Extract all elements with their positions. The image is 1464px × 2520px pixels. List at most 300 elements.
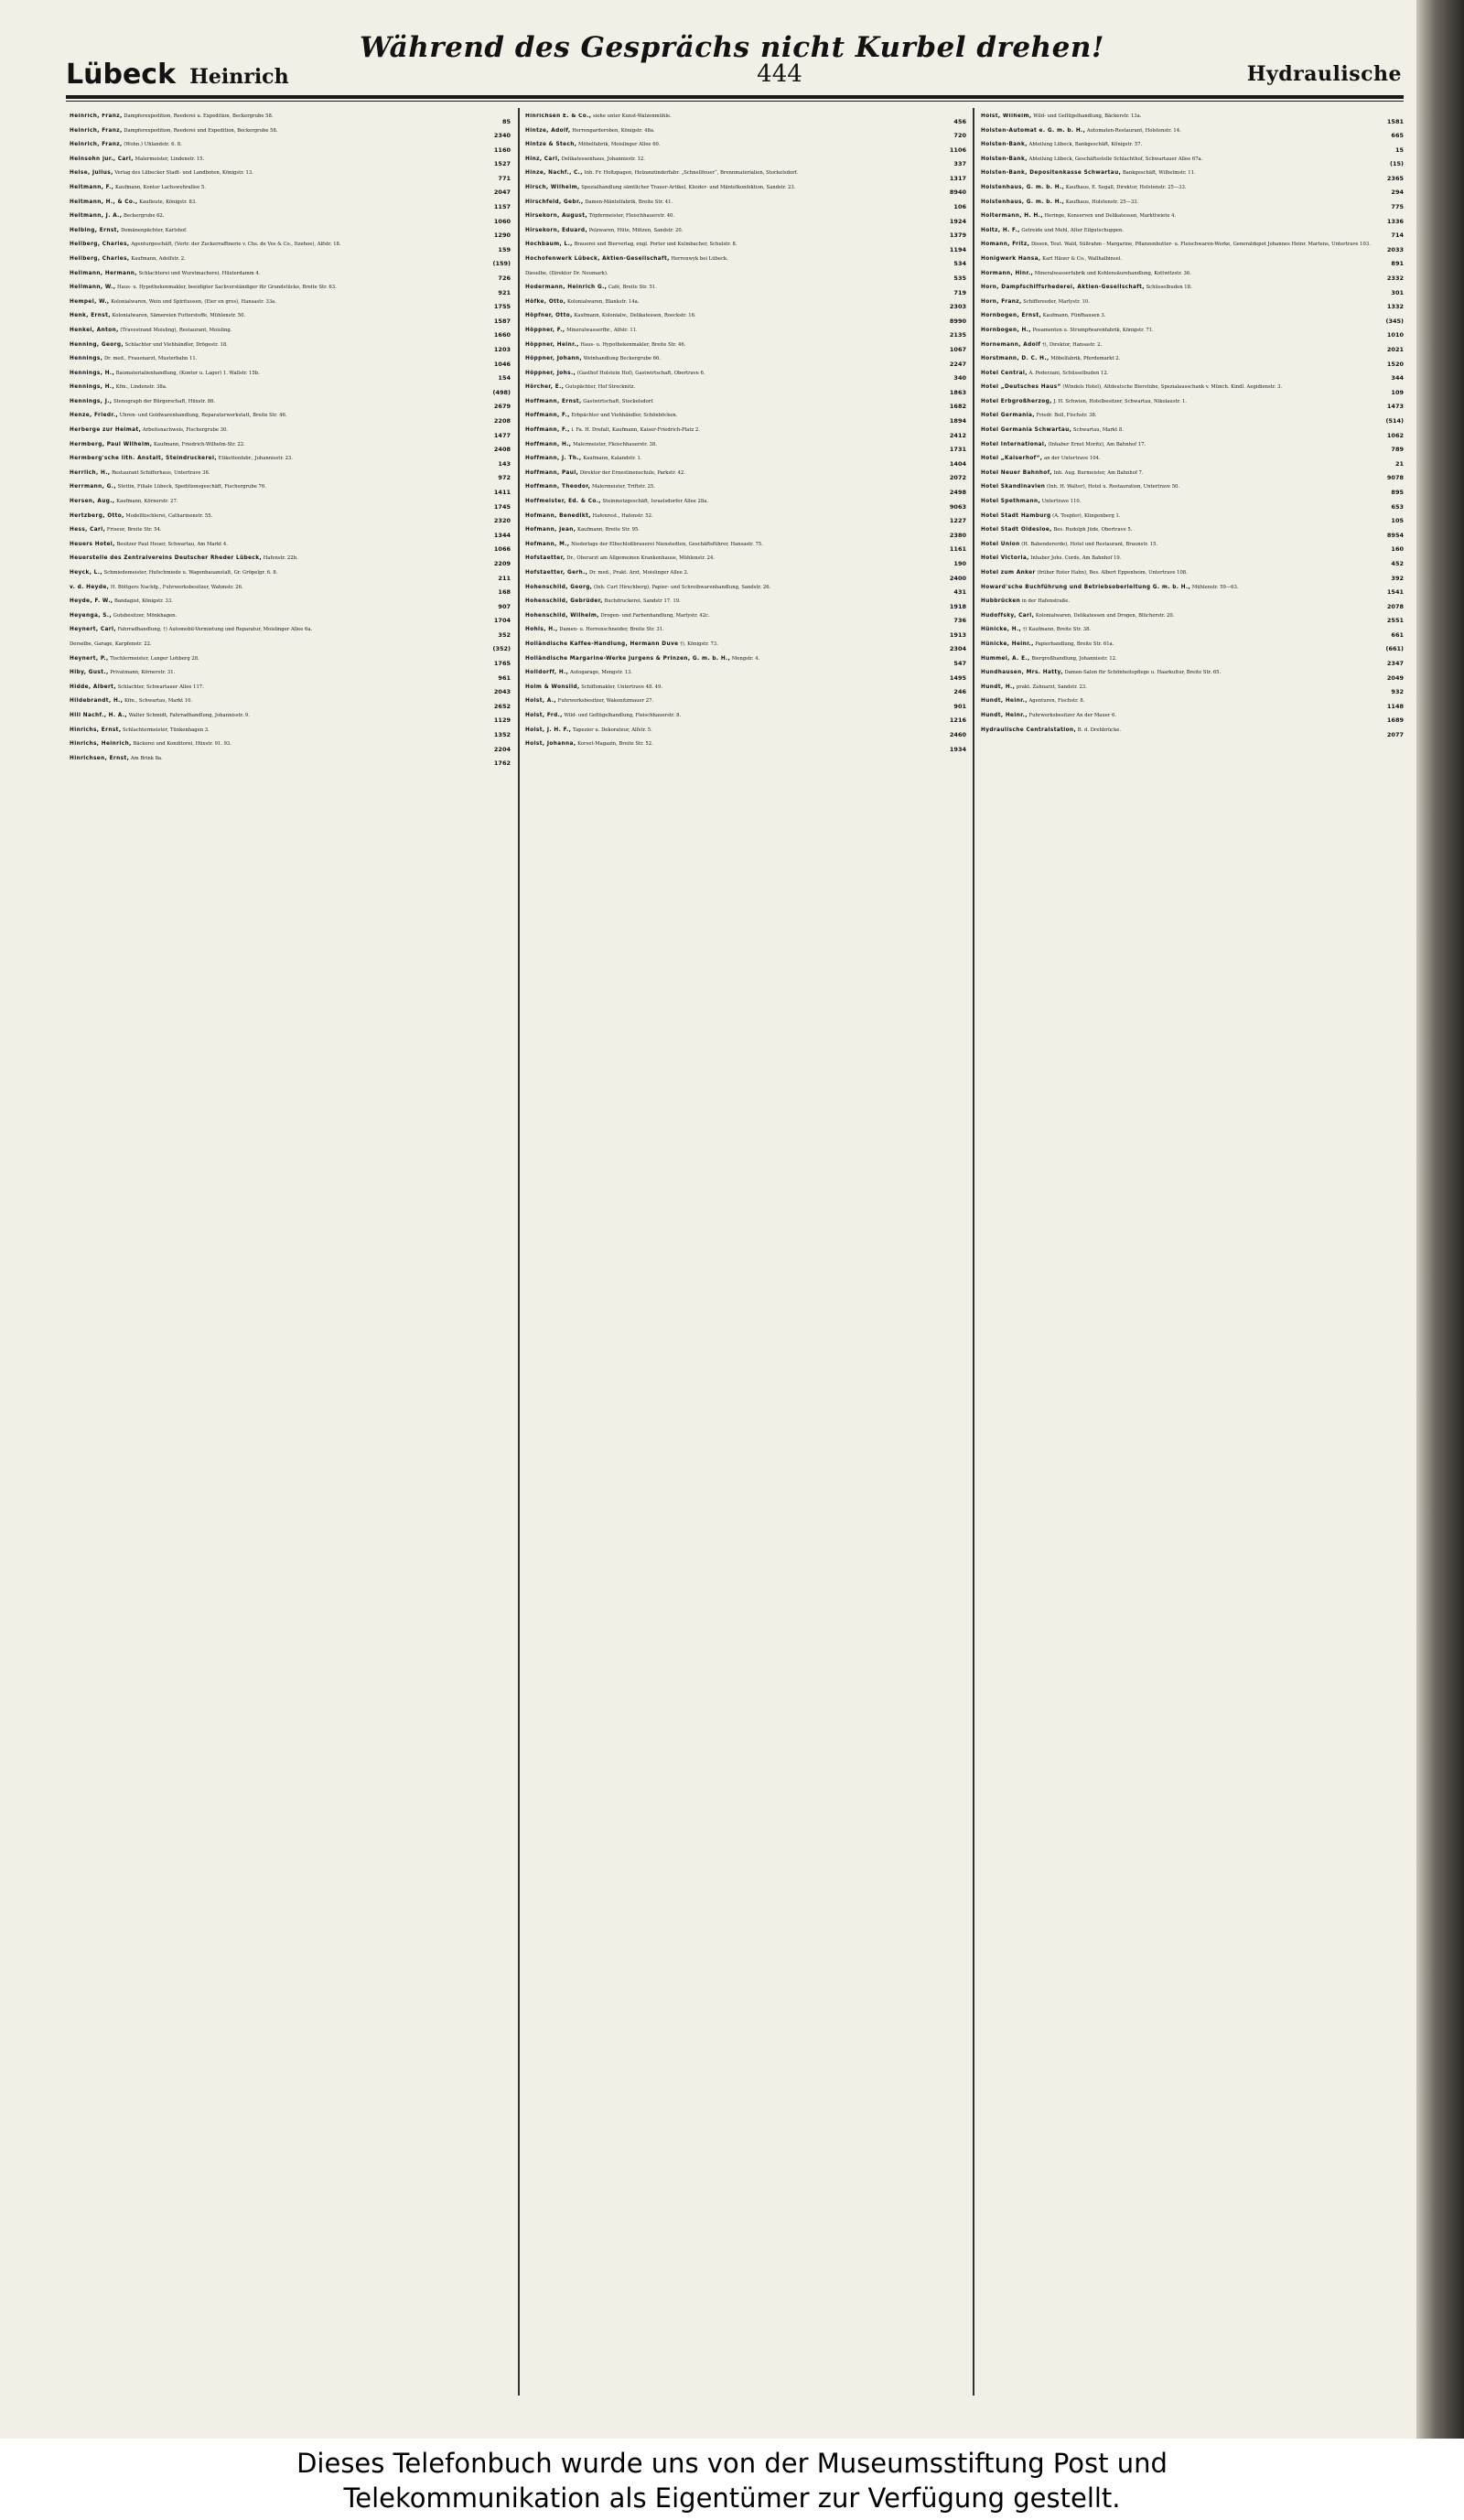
entry-phone-number: 2498	[949, 488, 966, 496]
entry-name: Hundt, Heinr.,	[981, 698, 1028, 705]
directory-entry	[70, 484, 511, 496]
entry-phone-number: 143	[498, 459, 511, 468]
directory-entry	[70, 413, 511, 425]
entry-description: Domänenpächter, Karlshof.	[121, 227, 188, 233]
entry-phone-number: (15)	[1390, 160, 1404, 168]
entry-description: Baumaterialienhandlung, (Kontor u. Lager) 1. Wallstr. 15b.	[115, 370, 260, 376]
entry-phone-number: 1520	[1386, 360, 1404, 368]
directory-entry	[70, 698, 511, 710]
directory-entry	[525, 598, 966, 610]
entry-name: Henze, Friedr.,	[70, 413, 119, 419]
entry-phone-number: (661)	[1385, 645, 1404, 653]
directory-entry	[70, 356, 511, 368]
entry-name: Holm & Wonsild,	[525, 684, 580, 690]
entry-description: Hafenstr. 22b.	[263, 555, 298, 562]
directory-entry	[525, 613, 966, 625]
entry-description: Herrengarderoben, Königstr. 48a.	[572, 127, 655, 134]
directory-entry	[70, 456, 511, 468]
entry-phone-number: 2380	[949, 531, 966, 539]
entry-phone-number: 1581	[1386, 117, 1404, 125]
entry-phone-number: 2049	[1386, 673, 1404, 682]
directory-entry	[981, 470, 1404, 482]
entry-name: Höfke, Otto,	[525, 298, 566, 305]
entry-phone-number: 665	[1391, 132, 1404, 140]
entry-name: Hohenschild, Wilhelm,	[525, 612, 599, 619]
entry-phone-number: 720	[953, 132, 966, 140]
entry-phone-number: 1062	[1386, 431, 1404, 439]
entry-phone-number: 1352	[493, 731, 511, 739]
directory-entry	[981, 242, 1404, 253]
entry-description: Haus- u. Hypothekenmakler, beeidigter Sachverständiger für Grundstücke, Breite Str. 63.	[117, 285, 337, 291]
entry-phone-number: 15	[1394, 145, 1404, 154]
entry-description: Posamenten u. Strumpfwarenfabrik, Königstr. 71.	[1032, 327, 1154, 333]
entry-phone-number: 1404	[949, 459, 966, 468]
column-divider-2	[973, 108, 974, 2396]
entry-description: Korset-Magazin, Breite Str. 52.	[577, 741, 653, 748]
directory-entry	[70, 470, 511, 482]
entry-phone-number: 1160	[493, 145, 511, 154]
entry-name: Hünicke, H.,	[981, 627, 1022, 633]
entry-name: Holsten-Automat e. G. m. b. H.,	[981, 127, 1086, 134]
entry-description: Gutsbesitzer, Mönkhagen.	[113, 612, 178, 619]
page-motto: Während des Gesprächs nicht Kurbel drehen!	[360, 31, 1104, 64]
directory-entry	[70, 371, 511, 382]
directory-entry	[70, 170, 511, 182]
entry-phone-number: 1379	[949, 232, 966, 240]
directory-entry	[70, 513, 511, 525]
entry-description: Steinmetzgeschäft, Israelsdorfer Allee 28a.	[602, 499, 709, 505]
entry-phone-number: 1894	[949, 416, 966, 425]
directory-entry	[981, 713, 1404, 725]
entry-description: Töpfermeister, Fleischhauerstr. 40.	[588, 213, 675, 220]
entry-phone-number: 2412	[949, 431, 966, 439]
entry-phone-number: 895	[1391, 488, 1404, 496]
entry-phone-number: 2077	[1386, 731, 1404, 739]
directory-entry	[525, 470, 966, 482]
directory-entry	[981, 427, 1404, 439]
entry-name: Hellmann, Hermann,	[70, 270, 137, 276]
entry-description: (A. Toepfer), Klingenberg 1.	[1052, 512, 1121, 519]
entry-description: Karl Häuer & Co., Wallhalbinsel.	[1042, 255, 1123, 262]
entry-name: Heyck, L.,	[70, 570, 102, 576]
entry-description: Abteilung Lübeck, Bankgeschäft, Königstr. 57.	[1028, 142, 1143, 148]
entry-description: Haus- u. Hypothekenmakler, Breite Str. 46.	[580, 341, 686, 348]
entry-description: Kaufmann, Breite Str. 95.	[576, 527, 640, 533]
entry-name: Hidde, Albert,	[70, 684, 116, 690]
entry-name: Heynert, Carl,	[70, 627, 116, 633]
entry-phone-number: 2340	[493, 132, 511, 140]
entry-description: Buchdruckerei, Sandstr 17. 19.	[604, 598, 681, 605]
entry-phone-number: 2347	[1386, 660, 1404, 668]
entry-name: Homann, Fritz,	[981, 242, 1030, 248]
entry-name: Hinrichsen, Ernst,	[70, 755, 130, 761]
entry-name: Hotel „Deutsches Haus“	[981, 384, 1061, 391]
entry-description: Kaufmann, Adolfstr. 2.	[131, 255, 186, 262]
entry-phone-number: 901	[953, 702, 966, 710]
entry-description: Modelltischlerei, Catharinenstr. 55.	[125, 512, 213, 519]
directory-entry	[981, 356, 1404, 368]
entry-name: Heitmann, H., & Co.,	[70, 199, 138, 205]
entry-phone-number: 535	[953, 275, 966, 283]
entry-phone-number: 211	[498, 574, 511, 582]
entry-phone-number: 2033	[1386, 245, 1404, 253]
directory-entry	[70, 713, 511, 725]
directory-entry	[70, 427, 511, 439]
directory-entry	[525, 399, 966, 411]
entry-description: an der Untertrave 104.	[1044, 456, 1101, 462]
entry-name: Hotel Union	[981, 541, 1020, 547]
entry-name: Hinrichs, Ernst,	[70, 727, 122, 733]
entry-phone-number: 159	[498, 245, 511, 253]
entry-name: Holstenhaus, G. m. b. H.,	[981, 184, 1065, 190]
entry-description: Kaufmann, Fünfhausen 3.	[1042, 313, 1106, 319]
entry-name: Höppner, Johann,	[525, 356, 582, 362]
entry-phone-number: 1194	[949, 245, 966, 253]
entry-description: Stettin, Filiale Lübeck, Speditionsgeschäft, Fischergrube 76.	[117, 484, 266, 490]
entry-name: Holsten-Bank, Depositenkasse Schwartau,	[981, 170, 1122, 177]
entry-phone-number: 1918	[949, 602, 966, 610]
entry-name: Holländische Margarine-Werke Jurgens & Prinzen, G. m. b. H.,	[525, 655, 731, 662]
entry-name: Hertzberg, Otto,	[70, 512, 124, 519]
entry-description: siehe unter Kunst-Walzenmühle.	[592, 113, 672, 119]
entry-phone-number: 294	[1391, 188, 1404, 197]
directory-entry	[525, 113, 966, 125]
directory-entry	[981, 598, 1404, 610]
entry-phone-number: 85	[501, 117, 511, 125]
entry-description: Schiffsmakler, Untertrave 48. 49.	[581, 684, 663, 690]
entry-name: Heinrich, Franz,	[70, 127, 123, 134]
entry-phone-number: 1227	[949, 517, 966, 525]
entry-phone-number: 109	[1391, 388, 1404, 396]
entry-description: (früher Roter Hahn), Bes. Albert Eppenheim, Untertrave 108.	[1037, 570, 1188, 576]
entry-name: Heitmann, F.,	[70, 184, 114, 190]
entry-name: Hundt, Heinr.,	[981, 712, 1028, 718]
directory-entry	[981, 299, 1404, 311]
directory-entry	[981, 613, 1404, 625]
entry-description: Dr., Oberarzt am Allgemeinen Krankenhause, Mühlenstr. 24.	[566, 555, 715, 562]
directory-entry	[981, 570, 1404, 582]
entry-description: Bandagist, Königstr. 33.	[114, 598, 173, 605]
entry-name: Hotel Erbgroßherzog,	[981, 398, 1052, 404]
entry-name: Hotel Germania Schwartau,	[981, 427, 1072, 434]
entry-phone-number: 2304	[949, 645, 966, 653]
entry-description: (Windels Hotel), Altdeutsche Bierstube, Spezialausschank v. Münch. Kindl. Aegidienstr. 3.	[1062, 384, 1283, 391]
entry-description: †), Direktor, Hansastr. 2.	[1041, 341, 1103, 348]
entry-name: Hermberg'sche lith. Anstalt, Steindruckerei,	[70, 456, 217, 462]
entry-phone-number: 1336	[1386, 217, 1404, 225]
directory-entry	[981, 527, 1404, 539]
entry-phone-number: (159)	[492, 260, 511, 268]
entry-name: Hennings,	[70, 356, 103, 362]
entry-name: Hundt, H.,	[981, 684, 1016, 690]
directory-entry	[981, 641, 1404, 653]
directory-entry	[981, 128, 1404, 140]
entry-phone-number: 1477	[493, 431, 511, 439]
directory-entry	[525, 271, 966, 283]
entry-description: Wild- und Geflügelhandlung, Fleischhauerstr. 8.	[564, 712, 682, 718]
entry-phone-number: 9078	[1386, 474, 1404, 482]
entry-description: Dissen, Teut. Wald, Süßrahm - Margarine, Pflanzenbutter- u. Fleischwaren-Werke, Generaldepot Johannes Heinr. Martens, Untertrave 103.	[1030, 242, 1371, 248]
entry-name: Höppner, Johs.,	[525, 370, 576, 376]
entry-description: Kolonialwaren, Blankstr. 14a.	[567, 298, 640, 305]
directory-entry	[525, 442, 966, 454]
entry-phone-number: 1527	[493, 160, 511, 168]
entry-name: Holtz, H. F.,	[981, 227, 1020, 233]
directory-entry	[70, 542, 511, 554]
entry-phone-number: 1863	[949, 388, 966, 396]
directory-entry	[70, 199, 511, 211]
entry-phone-number: 1046	[493, 360, 511, 368]
entry-name: Hempel, W.,	[70, 298, 110, 305]
entry-description: Kaufleute, Königstr. 83.	[139, 199, 197, 205]
directory-entry	[525, 256, 966, 268]
entry-description: Gastwirtschaft, Stockelsdorf.	[583, 398, 654, 404]
entry-name: Hermberg, Paul Wilhelm,	[70, 441, 153, 447]
directory-entry	[70, 613, 511, 625]
entry-phone-number: 2679	[493, 403, 511, 411]
entry-phone-number: 2072	[949, 474, 966, 482]
entry-phone-number: 352	[498, 630, 511, 639]
entry-description: Pelzwaren, Hüte, Mützen, Sandstr. 20.	[588, 227, 684, 233]
entry-description: Autogarage, Mengstr. 13.	[569, 670, 632, 676]
directory-entry	[981, 542, 1404, 554]
entry-phone-number: (352)	[492, 645, 511, 653]
entry-description: Dampferexpedition, Reederei und Expedition, Beckergrube 58.	[124, 127, 278, 134]
entry-description: (Inh. Curt Hirschberg), Papier- und Schreibwarenhandlung, Sandstr. 26.	[594, 584, 771, 590]
directory-entry	[525, 542, 966, 554]
entry-description: Kaufmann, Kontor Lachswehrallee 5.	[115, 184, 206, 190]
directory-entry	[70, 499, 511, 511]
directory-entry	[525, 427, 966, 439]
directory-entry	[525, 513, 966, 525]
entry-name: Hirsch, Wilhelm,	[525, 184, 580, 190]
entry-name: Hofstaetter, Gerh.,	[525, 570, 588, 576]
directory-entry	[525, 128, 966, 140]
directory-entry	[70, 727, 511, 739]
entry-name: Hofmann, Jean,	[525, 527, 576, 533]
entry-name: Hersen, Aug.,	[70, 499, 115, 505]
entry-phone-number: 921	[498, 288, 511, 296]
entry-phone-number: 106	[953, 203, 966, 211]
entry-description: Arbeitsnachweis, Fischergrube 30.	[142, 427, 228, 434]
entry-name: Hiby, Gust.,	[70, 670, 109, 676]
entry-description: Friedr. Boll, Fischstr. 38.	[1036, 413, 1097, 419]
entry-phone-number: 392	[1391, 574, 1404, 582]
directory-entry	[70, 641, 511, 653]
directory-entry	[981, 328, 1404, 339]
entry-description: Dr. med., Frauenarzt, Musterbahn 11.	[103, 356, 198, 362]
entry-description: Dampferexpedition, Reederei u. Expedition, Beckergrube 58.	[124, 113, 274, 119]
entry-description: Inh. Aug. Burmeister, Am Bahnhof 7.	[1053, 469, 1144, 476]
entry-description: Möbelfabrik, Moislinger Allee 60.	[578, 142, 661, 148]
entry-name: Hoffmann, Paul,	[525, 469, 579, 476]
directory-entry	[525, 299, 966, 311]
entry-name: Hörcher, E.,	[525, 384, 565, 391]
entry-description: H. Böttgers Nachfg., Fuhrwerksbesitzer, Wahmstr. 26.	[110, 584, 243, 590]
entry-description: Kaufmann, Kalandstr. 1.	[583, 456, 642, 462]
directory-entry	[70, 142, 511, 154]
header-rule-thin	[66, 101, 1404, 102]
directory-entry	[525, 413, 966, 425]
entry-name: Hotel Neuer Bahnhof,	[981, 469, 1052, 476]
entry-name: Henning, Georg,	[70, 341, 124, 348]
entry-name: Hoffmann, Theodor,	[525, 484, 591, 490]
entry-name: Heinsohn jur., Carl,	[70, 156, 134, 162]
entry-name: Hotel Skandinavien	[981, 484, 1046, 490]
entry-phone-number: 1161	[949, 545, 966, 554]
entry-description: Etikettenfabr., Johannisstr. 23.	[218, 456, 293, 462]
entry-description: Kolonialwaren, Delikatessen und Drogen, Blücherstr. 20.	[1035, 612, 1175, 619]
entry-description: Weinhandlung Beckergrube 66.	[583, 356, 661, 362]
entry-phone-number: 1317	[949, 174, 966, 182]
entry-name: Hornbogen, H.,	[981, 327, 1031, 333]
entry-description: Damen- u. Herrenschneider, Breite Str. 31.	[559, 627, 664, 633]
entry-phone-number: 2078	[1386, 602, 1404, 610]
entry-name: Hudoffsky, Carl,	[981, 612, 1035, 619]
directory-entry	[525, 156, 966, 168]
entry-name: Holst, J. H. F.,	[525, 727, 572, 733]
entry-description: Bankgeschäft, Wilhelmstr. 11.	[1122, 170, 1196, 177]
entry-phone-number: 2209	[493, 559, 511, 567]
directory-entry	[70, 627, 511, 639]
column-divider-1	[518, 108, 520, 2396]
directory-entry	[981, 170, 1404, 182]
entry-name: Holtermann, H. H.,	[981, 213, 1043, 220]
directory-entry	[981, 371, 1404, 382]
entry-phone-number: 301	[1391, 288, 1404, 296]
entry-phone-number: 2320	[493, 517, 511, 525]
entry-description: †), Königstr. 73.	[680, 641, 718, 647]
entry-description: Bäckerei und Konditorei, Hüxstr. 91. 93.	[133, 741, 231, 748]
entry-phone-number: 1290	[493, 232, 511, 240]
entry-phone-number: 190	[953, 559, 966, 567]
entry-phone-number: 2332	[1386, 275, 1404, 283]
directory-entry	[70, 756, 511, 768]
entry-name: Hohenschild, Gebrüder,	[525, 598, 603, 605]
entry-name: Hotel Central,	[981, 370, 1028, 376]
entry-name: Holsten-Bank,	[981, 142, 1028, 148]
entry-description: (Travestrand Moisling), Restaurant, Moisling.	[120, 327, 232, 333]
directory-entry	[525, 656, 966, 668]
entry-description: Schiffsreeder, Marlystr. 10.	[1023, 298, 1090, 305]
entry-name: Hohls, H.,	[525, 627, 558, 633]
entry-description: Besitzer Paul Heuer, Schwartau, Am Markt 4.	[116, 541, 228, 547]
directory-entry	[525, 170, 966, 182]
entry-phone-number: 2208	[493, 416, 511, 425]
directory-entry	[981, 456, 1404, 468]
entry-description: Mühlenstr. 59—63.	[1191, 584, 1239, 590]
entry-name: Hotel Victoria,	[981, 555, 1029, 562]
entry-phone-number: 1473	[1386, 403, 1404, 411]
entry-phone-number: 2460	[949, 731, 966, 739]
entry-name: Heyenga, S.,	[70, 612, 112, 619]
entry-phone-number: 2400	[949, 574, 966, 582]
footer-line-1: Dieses Telefonbuch wurde uns von der Museumsstiftung Post und	[296, 2448, 1168, 2479]
entry-name: Hoffmann, J. Th.,	[525, 456, 582, 462]
entry-phone-number: 653	[1391, 502, 1404, 511]
entry-description: Schlachtermeister, Tünkenhagen 3.	[123, 727, 210, 733]
entry-description: Damen-Mäntelfabrik, Breite Str. 41.	[585, 199, 673, 205]
directory-entry	[981, 656, 1404, 668]
entry-name: Heise, Julius,	[70, 170, 113, 177]
entry-phone-number: 789	[1391, 446, 1404, 454]
entry-name: Hundhausen, Mrs. Hatty,	[981, 670, 1063, 676]
entry-phone-number: 2365	[1386, 174, 1404, 182]
directory-entry	[981, 484, 1404, 496]
entry-description: Dieselbe, (Direktor Dr. Neumark).	[525, 270, 608, 276]
entry-name: Hotel „Kaiserhof“,	[981, 456, 1043, 462]
entry-name: Hellberg, Charles,	[70, 255, 130, 262]
entry-description: Kaufhaus, Holstenstr. 25—33.	[1065, 199, 1139, 205]
entry-description: Schmiedemeister, Hufschmiede u. Wagenbauanstalt, Gr. Gröpelgr. 6. 8.	[103, 570, 278, 576]
header-rule	[66, 95, 1404, 99]
entry-phone-number: 547	[953, 660, 966, 668]
directory-entry	[981, 213, 1404, 225]
directory-entry	[70, 670, 511, 682]
directory-entry	[525, 698, 966, 710]
entry-phone-number: 344	[1391, 374, 1404, 382]
entry-phone-number: 1060	[493, 217, 511, 225]
entry-name: Hofstaetter,	[525, 555, 565, 562]
directory-entry	[70, 598, 511, 610]
directory-entry	[981, 185, 1404, 197]
entry-description: Kaufmann, Körnerstr. 27.	[116, 499, 178, 505]
directory-entry	[525, 499, 966, 511]
entry-name: Hirsekorn, Eduard,	[525, 227, 588, 233]
entry-description: Wild- und Geflügelhandlung, Bäckerstr. 13a.	[1033, 113, 1142, 119]
entry-name: Holst, A.,	[525, 698, 557, 705]
entry-phone-number: 932	[1391, 688, 1404, 696]
entry-name: v. d. Heyde,	[70, 584, 110, 590]
entry-name: Holst, Frd.,	[525, 712, 563, 718]
directory-entry	[525, 555, 966, 567]
entry-phone-number: 714	[1391, 232, 1404, 240]
entry-description: Kfm., Lindenstr. 38a.	[115, 384, 167, 391]
entry-phone-number: (498)	[492, 388, 511, 396]
entry-description: J. H. Schwien, Hotelbesitzer, Schwartau, Nikolaustr. 1.	[1053, 398, 1187, 404]
entry-name: Heinrich, Franz,	[70, 113, 123, 119]
entry-name: Hotel Stadt Hamburg	[981, 512, 1051, 519]
directory-entry	[981, 285, 1404, 296]
entry-description: Malermeister, Fleischhauerstr. 38.	[573, 441, 657, 447]
directory-entry	[525, 213, 966, 225]
entry-phone-number: 1704	[493, 617, 511, 625]
entry-name: Heuerstelle des Zentralvereins Deutscher Rheder Lübeck,	[70, 555, 263, 562]
entry-name: Hünicke, Heinr.,	[981, 641, 1034, 647]
entry-phone-number: 452	[1391, 559, 1404, 567]
entry-phone-number: 1106	[949, 145, 966, 154]
entry-phone-number: 8990	[949, 317, 966, 325]
entry-description: Kaufhaus, E. Segall, Direktor, Holstenstr. 25—33.	[1065, 184, 1187, 190]
entry-phone-number: 105	[1391, 517, 1404, 525]
entry-phone-number: (514)	[1385, 416, 1404, 425]
directory-entry	[70, 741, 511, 753]
entry-description: Mengstr. 4.	[731, 655, 760, 662]
entry-name: Hintze, Adolf,	[525, 127, 571, 134]
directory-entry	[70, 228, 511, 240]
entry-phone-number: 2135	[949, 331, 966, 339]
entry-name: Hummel, A. E.,	[981, 655, 1030, 662]
entry-description: Kolonialwaren, Sämereien Futterstoffe, Mühlenstr. 50.	[112, 313, 246, 319]
entry-name: Hinz, Carl,	[525, 156, 560, 162]
entry-phone-number: (345)	[1385, 317, 1404, 325]
directory-entry	[525, 670, 966, 682]
entry-phone-number: 1762	[493, 759, 511, 768]
directory-entry	[525, 484, 966, 496]
entry-description: A. Pederzani, Schüsselbuden 12.	[1028, 370, 1109, 376]
entry-description: Fahrradhandlung, †) Automobil-Vermietung und Reparatur, Moislinger Allee 6a.	[117, 627, 313, 633]
entry-name: Henkel, Anton,	[70, 327, 119, 333]
